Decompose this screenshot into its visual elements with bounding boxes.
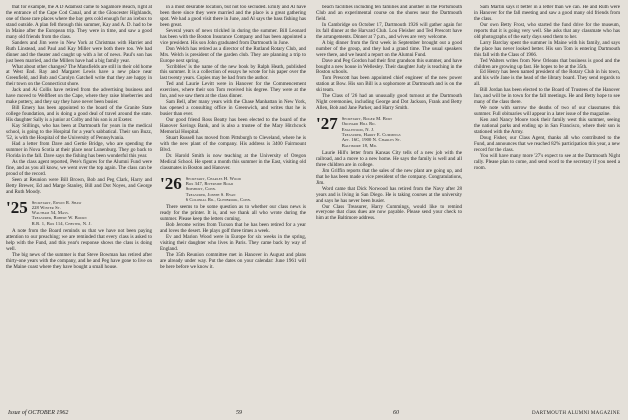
paragraph: There seems to be some question as to whether our class news is ready for the printer. It is, and we thank all who wrote during the summer. Please keep the letters coming. (160, 204, 306, 223)
class-heading (160, 173, 306, 202)
paragraph: Tom Prescott has been appointed chief engineer of the new power station at Bow. His son Bill is a sophomore at Dartmouth and is on the ski team. (316, 75, 462, 94)
officer-line: Box 347, Riverside Road (185, 180, 234, 186)
paragraph: You will have many more '27's expect to see at the Dartmouth Night rally. Please plan to come, and send word to the secretary if you need a room. (474, 152, 620, 171)
paragraph: Ken and Nancy Moore took their family west this summer, seeing the national parks and ending up in San Francisco, where their son is stationed with the Army. (474, 117, 620, 136)
officer-line: Baltimore 18, Md. (341, 142, 378, 148)
paragraph: Bill Emery has been appointed to the board of the Granite State college foundation, and is doing a good deal of travel around the state. His daughter Sally is a junior at Colby and his son is at Exeter. (6, 105, 152, 124)
officer-line: Secretary, Roger M. Burt (341, 116, 393, 122)
paragraph: A big dinner from the first week in September brought out a good number of the group, and they had a grand time. The usual speakers were there, and we heard a report on the Alumni Fund. (316, 39, 462, 58)
paragraph: in a most desirable location, but not too secluded. Emily and Al have been there since they were married and the place is a great gathering spot. We had a good visit there in June, and Al says the bass fishing has been great. (160, 5, 306, 28)
paragraph: The Class of '26 had an unusually good turnout at the Dartmouth Night ceremonies, including George and Dot Jackson, Frank and Betty Allen, Bob and Jane Parker, and Harry Smith. (316, 93, 462, 112)
officer-line: Simsbury, Conn. (185, 186, 217, 192)
paragraph: Don Welch has retired as a director of the Rutland Rotary Club, and Mrs. Welch is president of the garden club. They are planning a trip to Europe next spring. (160, 45, 306, 64)
paragraph: Larry Barclay spent the summer in Maine with his family, and says the place has never looked better. His son Tom is entering Dartmouth this fall with the Class of 1966. (474, 39, 620, 58)
paragraph: Bob Jerome writes from Tucson that he has been retired for a year and loves the desert. He plays golf three times a week. (160, 222, 306, 234)
officer-line: 6 Colonial Rd., Glenbrook, Conn. (185, 196, 252, 202)
paragraph: Kay Stillings, who has been at Dartmouth for years in the medical school, is going to the Hospital for a year's sabbatical. Their son Buzz, '52, is with the Hospital of the University of Pennsylvania. (6, 123, 152, 141)
officer-line: Apt. 16C, 1900 N. Charles St. (341, 137, 402, 143)
class-heading (6, 197, 152, 226)
officer-line: Orchard Hill Rd. (341, 121, 376, 127)
officer-line: R.R. 1, Box 114, Chester, N. J. (31, 220, 92, 226)
page-number-left: 59 (236, 410, 242, 416)
paragraph: Sanders and Jim were in New York at Christmas with Harriet and Ruth Linstead, and Paul and Kay Miller were both there too. We had dinner and the theater and caught up with a lot of news. Paul's son has just been married, and the Millers have had a big family year. (6, 39, 152, 64)
paragraph: What about other changes? The Mansfields are still in their old home at West End. Ray and Margaret Lewis have a new place near Greenfield, and Bob and Carolyn Gatchell write that they are happy in their town on the Connecticut shore. (6, 63, 152, 88)
paragraph: Sam Martin says it better in a letter than we can. He and Ruth were in Hanover for the fall meeting and saw a good many old friends from the class. (474, 5, 620, 22)
paragraph: Dr. Harold Smith is now teaching at the University of Oregon Medical School. He spent a month this summer in the East, visiting old classmates in Boston and Hanover. (160, 152, 306, 171)
page-number-right: 60 (393, 410, 399, 416)
text-column-2 (160, 5, 306, 403)
officer-line: Treasurer, Robert W. Bourn (31, 215, 87, 221)
paragraph: beach facilities including ten families and another in the Portsmouth Club and an experimental course on the shores near the Dartmouth field. (316, 5, 462, 22)
paragraph: Several years of news trickled in during the summer. Bill Leonard has been with the Boston Insurance Company and has been appointed a vice president. His son John graduated from Dartmouth in June. (160, 27, 306, 46)
paragraph: We note with sorrow the deaths of two of our classmates this summer. Full obituaries will appear in a later issue of the magazine. (474, 105, 620, 118)
paragraph: Our Class Treasurer, Harry Cummings, would like to remind everyone that class dues are now payable. Please send your check to him at the Baltimore address. (316, 203, 462, 222)
paragraph: Had a letter from Dave and Gertie Bridge, who are spending the summer in Nova Scotia at their place near Lunenburg. They go back to Florida in the fall. Dave says the fishing has been wonderful this year. (6, 140, 152, 159)
paragraph: A note from the Board reminds us that we have not been paying attention to our preaching; we are reminded that every class is asked to help with the Fund, and this year's response shows the class is doing well. (6, 227, 152, 252)
issue-label: Issue of OCTOBER 1962 (8, 410, 69, 416)
paragraph: The big news of the summer is that Steve Bowman has retired after thirty-one years with the company, and he and Peg have gone to live on the Maine coast where they have bought a small house. (6, 251, 152, 270)
class-heading (316, 116, 462, 148)
class-officers (342, 116, 401, 148)
magazine-title: DARTMOUTH ALUMNI MAGAZINE (531, 411, 620, 416)
officer-line: Secretary, Charles H. Wood (185, 175, 241, 181)
paragraph: Jack and Ai Collis have retired from the advertising business and have moved to Wellfleet on the Cape, where they raise blueberries and make pottery, and they say they have never been busier. (6, 87, 152, 106)
class-year: '25 (6, 197, 28, 217)
text-column-4 (474, 5, 620, 403)
class-officers (186, 176, 252, 202)
paragraph: Ev and Marion Wood were in Europe for six weeks in the spring, visiting their daughter who lives in Paris. They came back by way of England. (160, 233, 306, 252)
paragraph: Word came that Dick Norwood has retired from the Navy after 28 years and is living in San Diego. He is taking courses at the university and says he has never been busier. (316, 185, 462, 204)
paragraph: In Cambridge on October 17, Dartmouth 1926 will gather again for its fall dinner at the Harvard Club. Lou Fleisher and Ted Prescott have the arrangements. Dinner at 7 p.m., and wives are very welcome. (316, 21, 462, 40)
paragraph: Bill Jordan has been elected to the Board of Trustees of the Hanover Inn, and will be in town for the fall meetings. He and Betty hope to see many of the class there. (474, 87, 620, 106)
paragraph: The 35th Reunion committee met in Hanover in August and plans are already under way. Put the dates on your calendar: June 1961 will be here before we know it. (160, 251, 306, 270)
paragraph: Ted Walters writes from New Orleans that business is good and the children are growing up fast. He hopes to be at the 35th. (474, 57, 620, 70)
text-column-3 (316, 5, 462, 403)
officer-line: Waltham 54, Mass. (31, 210, 70, 216)
page-footer (0, 404, 628, 420)
paragraph: Ted and Laurie Levitt were in Hanover for the Commencement exercises, where their son Tom received his degree. They were at the Inn, and we saw them at the class dinner. (160, 81, 306, 100)
paragraph: 'Scribbles' is the name of the new book by Ralph Heath, published this summer. It is a collection of essays he wrote for his paper over the last twenty years. Copies may be had from the author. (160, 63, 306, 82)
class-year: '26 (160, 173, 182, 193)
text-column-1 (6, 5, 152, 403)
paragraph: that for example, the A D Adamsst came to Sagamore Beach, right at the entrance of the Cape Cod Canal, and at the Gloucester Highlands, one of those rare places where the bay gets cold enough for an icebox to stand outside. A plan fell through this summer, Kay and A. D. had to be in Maine after the European trip. They were in time, and saw a good many old friends from the class. (6, 5, 152, 40)
paragraph: Jim Griffin reports that the sales of the new plant are going up, and that he has been made a vice president of the company. Congratulations, Jim. (316, 167, 462, 186)
paragraph: Dave and Peg Gordon had their first grandson this summer, and have bought a new house in Wellesley. Their daughter Judy is teaching in the Boston schools. (316, 57, 462, 76)
officer-line: Secretary, Edwin R. Shaw (31, 199, 82, 205)
paragraph: Our good friend Ross Beatty has been elected to the board of the Hanover Savings Bank, and is also a trustee of the Mary Hitchcock Memorial Hospital. (160, 117, 306, 136)
paragraph: Our own Betty Frost, who started the fund drive for the museum, reports that it is going very well. She asks that any classmate who has old photographs of the early days send them to her. (474, 21, 620, 40)
paragraph: Seen at Reunion were Bill Brown, Bob and Peg Clark, Harry and Betty Brewer, Ed and Marge Stanley, Bill and Dot Noyes, and George and Ruth Moody. (6, 176, 152, 195)
officer-line: Treasurer, Harry E. Cummings (341, 132, 401, 138)
class-year: '27 (316, 114, 338, 134)
officer-line: Englewood, N. J. (341, 126, 375, 132)
officer-line: Treasurer, Joseph S. Ryan (185, 191, 236, 197)
paragraph: Ed Henry has been named president of the Rotary Club in his town, and his wife Jane is the head of the library board. They send regards to all. (474, 69, 620, 88)
paragraph: Laurie Hill's letter from Kansas City tells of a new job with the railroad, and a move to a new home. He says the family is well and all three children are in college. (316, 149, 462, 168)
officer-line: 228 Winter St. (31, 204, 61, 210)
paragraph: Stuart Russell has moved from Pittsburgh to Cleveland, where he is with the new plant of the company. His address is 3400 Fairmount Blvd. (160, 134, 306, 153)
class-officers (32, 200, 92, 226)
paragraph: Sam Bell, after many years with the Chase Manhattan in New York, has opened a consulting office in Greenwich, and writes that he is busier than ever. (160, 99, 306, 118)
paragraph: As the class agent reported, Pete's figures for the Alumni Fund were fine, and as you all know, we went over the top again. The class can be proud of the record. (6, 158, 152, 177)
paragraph: Doug Fisher, our Class Agent, thanks all who contributed to the Fund, and announces that we reached 82% participation this year, a new record for the class. (474, 134, 620, 153)
